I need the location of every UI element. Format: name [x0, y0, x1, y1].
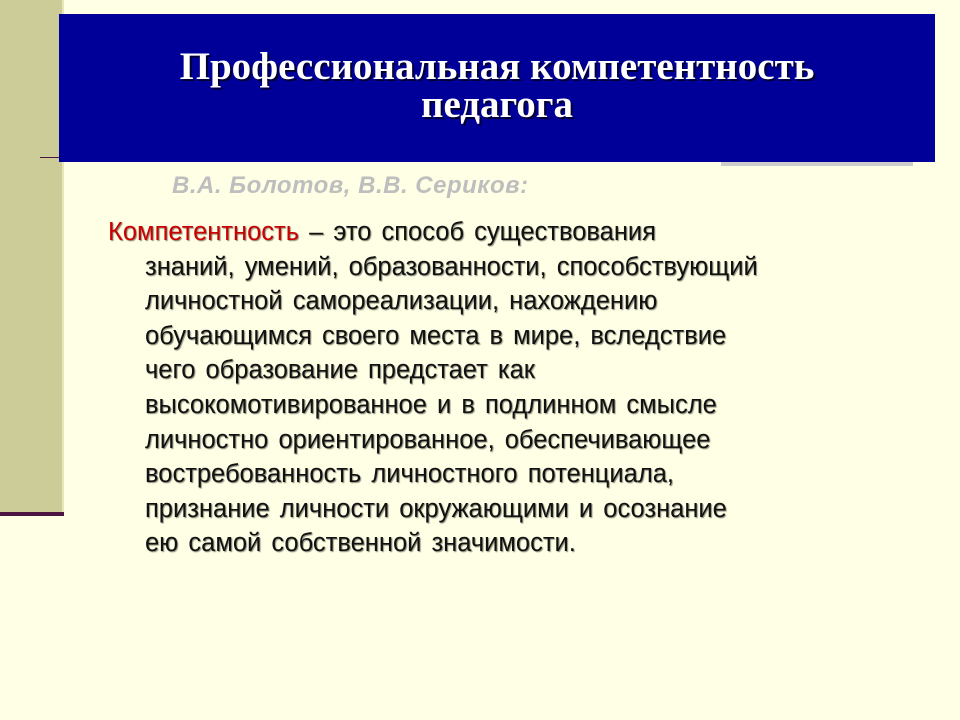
definition-text [108, 215, 908, 561]
definition-line: востребованность личностного потенциала, [145, 460, 674, 489]
slide-title-line-1: Профессиональная компетентность [179, 45, 815, 88]
slide-title [179, 45, 815, 126]
title-banner [59, 14, 935, 162]
definition-term: Компетентность [108, 218, 300, 246]
definition-line: чего образование предстает как [145, 356, 535, 385]
slide-title-line-2: педагога [421, 83, 573, 126]
definition-line: личностной самореализации, нахождению [145, 287, 658, 316]
left-decor-strip [0, 0, 62, 515]
left-accent-rule [0, 512, 64, 516]
definition-line: знаний, умений, образованности, способствующий [145, 252, 758, 281]
definition-first-line-rest: – это способ существования [299, 218, 656, 246]
definition-line: обучающимся своего места в мире, вследствие [145, 321, 727, 350]
definition-first-line [108, 215, 908, 250]
title-accent-line [40, 157, 60, 158]
definition-line: высокомотивированное и в подлинном смысле [145, 390, 717, 419]
definition-line: признание личности окружающими и осознание [145, 494, 727, 523]
authors-label: В.А. Болотов, В.В. Сериков: [172, 172, 529, 199]
definition-line: ею самой собственной значимости. [145, 529, 576, 558]
definition-line: личностно ориентированное, обеспечивающее [145, 425, 711, 454]
